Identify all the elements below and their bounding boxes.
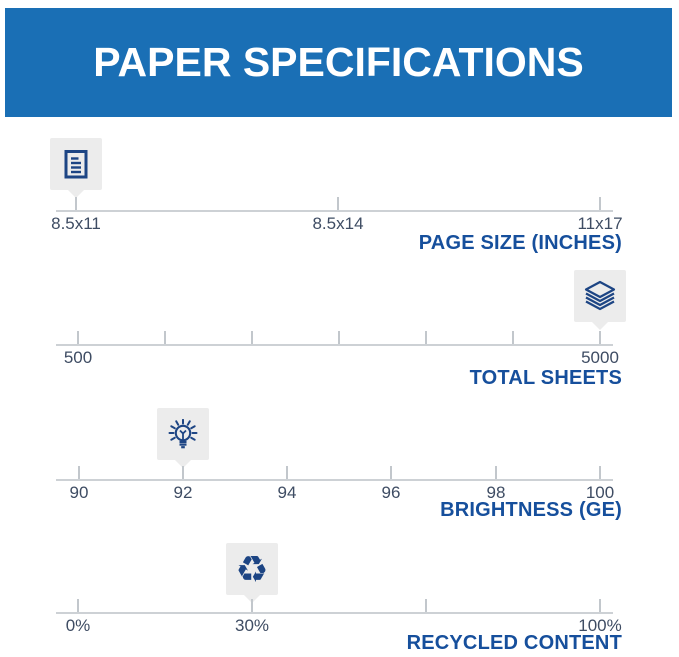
tick-label: 96	[381, 483, 401, 502]
marker-flag-recycled-content	[226, 543, 278, 595]
marker-flag-page-size	[50, 138, 102, 190]
tick-label: 8.5x11	[51, 214, 101, 233]
tick-mark	[286, 466, 288, 480]
tick-mark	[164, 331, 166, 345]
spec-title-recycled-content: RECYCLED CONTENT	[406, 632, 622, 654]
tick-label: 0%	[65, 616, 91, 635]
tick-mark	[390, 466, 392, 480]
tick-mark	[337, 197, 339, 211]
tick-mark	[599, 466, 601, 480]
tick-mark	[512, 331, 514, 345]
tick-mark	[77, 599, 79, 613]
tick-label: 5000	[581, 348, 619, 367]
tick-mark	[599, 331, 601, 345]
document-icon	[62, 149, 90, 180]
tick-label: 30%	[234, 616, 270, 635]
tick-label: 94	[277, 483, 297, 502]
tick-mark	[78, 466, 80, 480]
lightbulb-icon	[166, 419, 200, 449]
marker-flag-brightness	[157, 408, 209, 460]
tick-label: 90	[69, 483, 89, 502]
tick-mark	[251, 599, 253, 613]
tick-mark	[599, 599, 601, 613]
header-banner	[5, 8, 672, 117]
axis-line	[56, 479, 613, 481]
spec-title-total-sheets: TOTAL SHEETS	[469, 367, 622, 389]
page-title: PAPER SPECIFICATIONS	[93, 39, 584, 85]
tick-mark	[599, 197, 601, 211]
layers-icon	[582, 280, 618, 312]
marker-flag-total-sheets	[574, 270, 626, 322]
spec-title-brightness: BRIGHTNESS (GE)	[440, 499, 622, 521]
axis-line	[56, 210, 613, 212]
tick-label: 11x17	[577, 214, 623, 233]
tick-mark	[75, 197, 77, 211]
recycle-icon: ♻	[235, 547, 269, 591]
tick-mark	[182, 466, 184, 480]
tick-label: 98	[486, 483, 506, 502]
tick-mark	[251, 331, 253, 345]
tick-mark	[77, 331, 79, 345]
axis-line	[56, 344, 613, 346]
tick-label: 92	[173, 483, 193, 502]
tick-mark	[425, 599, 427, 613]
tick-label: 100%	[578, 616, 622, 635]
tick-label: 8.5x14	[312, 214, 364, 233]
tick-label: 100	[585, 483, 615, 502]
spec-title-page-size: PAGE SIZE (INCHES)	[418, 232, 622, 254]
tick-label: 500	[63, 348, 93, 367]
tick-mark	[338, 331, 340, 345]
axis-line	[56, 612, 613, 614]
tick-mark	[495, 466, 497, 480]
tick-mark	[425, 331, 427, 345]
